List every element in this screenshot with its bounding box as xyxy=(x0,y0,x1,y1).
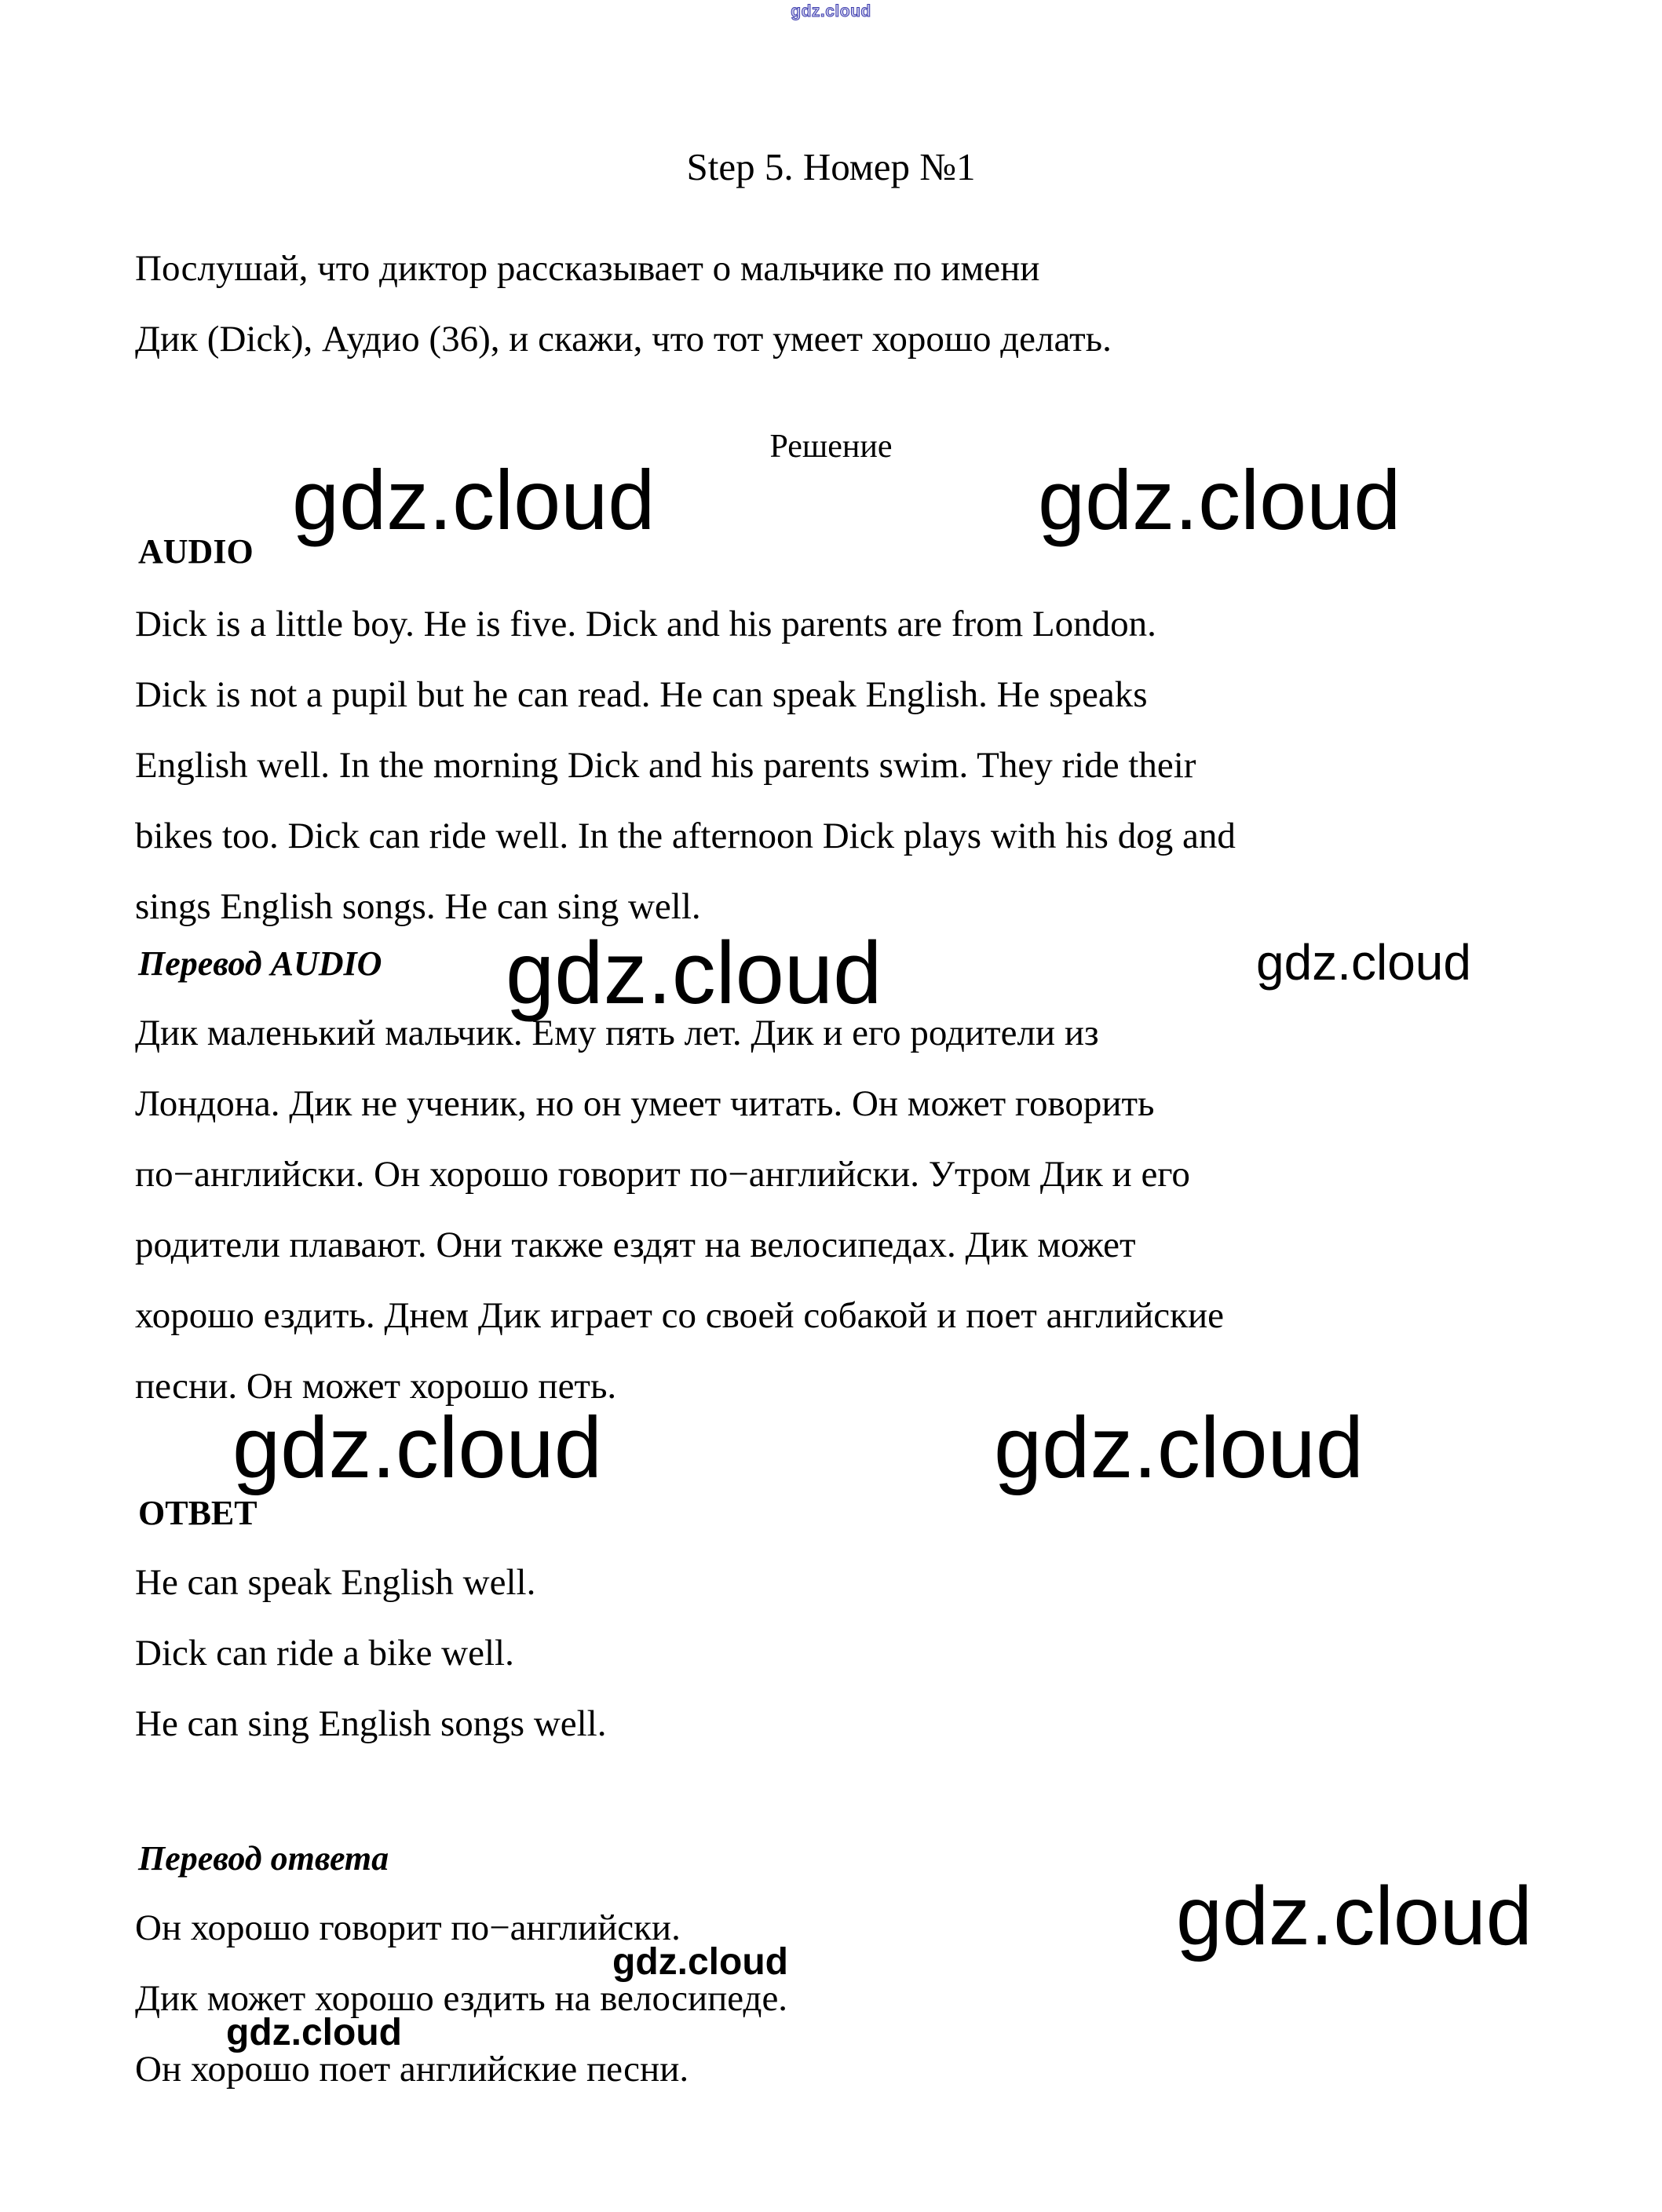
audio-translation-text xyxy=(135,998,1224,1422)
watermark-answer-left: gdz.cloud xyxy=(232,1400,602,1496)
translation-line: песни. Он может хорошо петь. xyxy=(135,1366,617,1407)
audio-translation-label: Перевод AUDIO xyxy=(138,944,382,983)
answer-line: Dick can ride a bike well. xyxy=(135,1633,514,1674)
watermark-bottom-right: gdz.cloud xyxy=(1176,1870,1532,1962)
answer-line: He can speak English well. xyxy=(135,1562,536,1603)
answer-translation-line: Он хорошо говорит по−английски. xyxy=(135,1907,681,1948)
audio-line: Dick is not a pupil but he can read. He can speak English. He speaks xyxy=(135,674,1148,715)
task-text xyxy=(135,233,1112,374)
watermark-bottom-left: gdz.cloud xyxy=(226,2012,402,2053)
watermark-translation-center: gdz.cloud xyxy=(506,924,882,1022)
translation-line: Лондона. Дик не ученик, но он умеет читать. Он может говорить xyxy=(135,1083,1155,1124)
watermark-solution-left: gdz.cloud xyxy=(292,452,656,547)
audio-line: bikes too. Dick can ride well. In the afternoon Dick plays with his dog and xyxy=(135,816,1236,856)
task-line: Послушай, что диктор рассказывает о мальчике по имени xyxy=(135,248,1040,289)
translation-line: хорошо ездить. Днем Дик играет со своей собакой и поет английские xyxy=(135,1295,1224,1336)
translation-line: родители плавают. Они также ездят на велосипедах. Дик может xyxy=(135,1225,1136,1265)
answer-translation-text xyxy=(135,1893,787,2104)
answer-line: He can sing English songs well. xyxy=(135,1703,607,1744)
answer-label: ОТВЕТ xyxy=(138,1494,258,1532)
audio-line: sings English songs. He can sing well. xyxy=(135,886,701,927)
watermark-translation-right: gdz.cloud xyxy=(1256,934,1471,991)
watermark-bottom-center: gdz.cloud xyxy=(612,1941,788,1983)
watermark-top: gdz.cloud xyxy=(791,2,871,20)
answer-text xyxy=(135,1547,607,1759)
translation-line: по−английски. Он хорошо говорит по−английски. Утром Дик и его xyxy=(135,1154,1190,1195)
watermark-solution-right: gdz.cloud xyxy=(1038,452,1401,547)
answer-translation-line: Дик может хорошо ездить на велосипеде. xyxy=(135,1978,788,2019)
watermark-answer-right: gdz.cloud xyxy=(994,1400,1364,1496)
answer-translation-line: Он хорошо поет английские песни. xyxy=(135,2049,689,2090)
audio-label: AUDIO xyxy=(138,532,254,571)
translation-line: Дик маленький мальчик. Ему пять лет. Дик и его родители из xyxy=(135,1013,1099,1053)
page-title: Step 5. Номер №1 xyxy=(686,145,976,188)
audio-line: English well. In the morning Dick and his parents swim. They ride their xyxy=(135,745,1196,786)
audio-line: Dick is a little boy. He is five. Dick and his parents are from London. xyxy=(135,604,1156,644)
answer-translation-label: Перевод ответа xyxy=(138,1839,389,1878)
task-line: Дик (Dick), Аудио (36), и скажи, что тот умеет хорошо делать. xyxy=(135,319,1112,360)
solution-heading: Решение xyxy=(769,429,893,465)
audio-text xyxy=(135,589,1236,942)
